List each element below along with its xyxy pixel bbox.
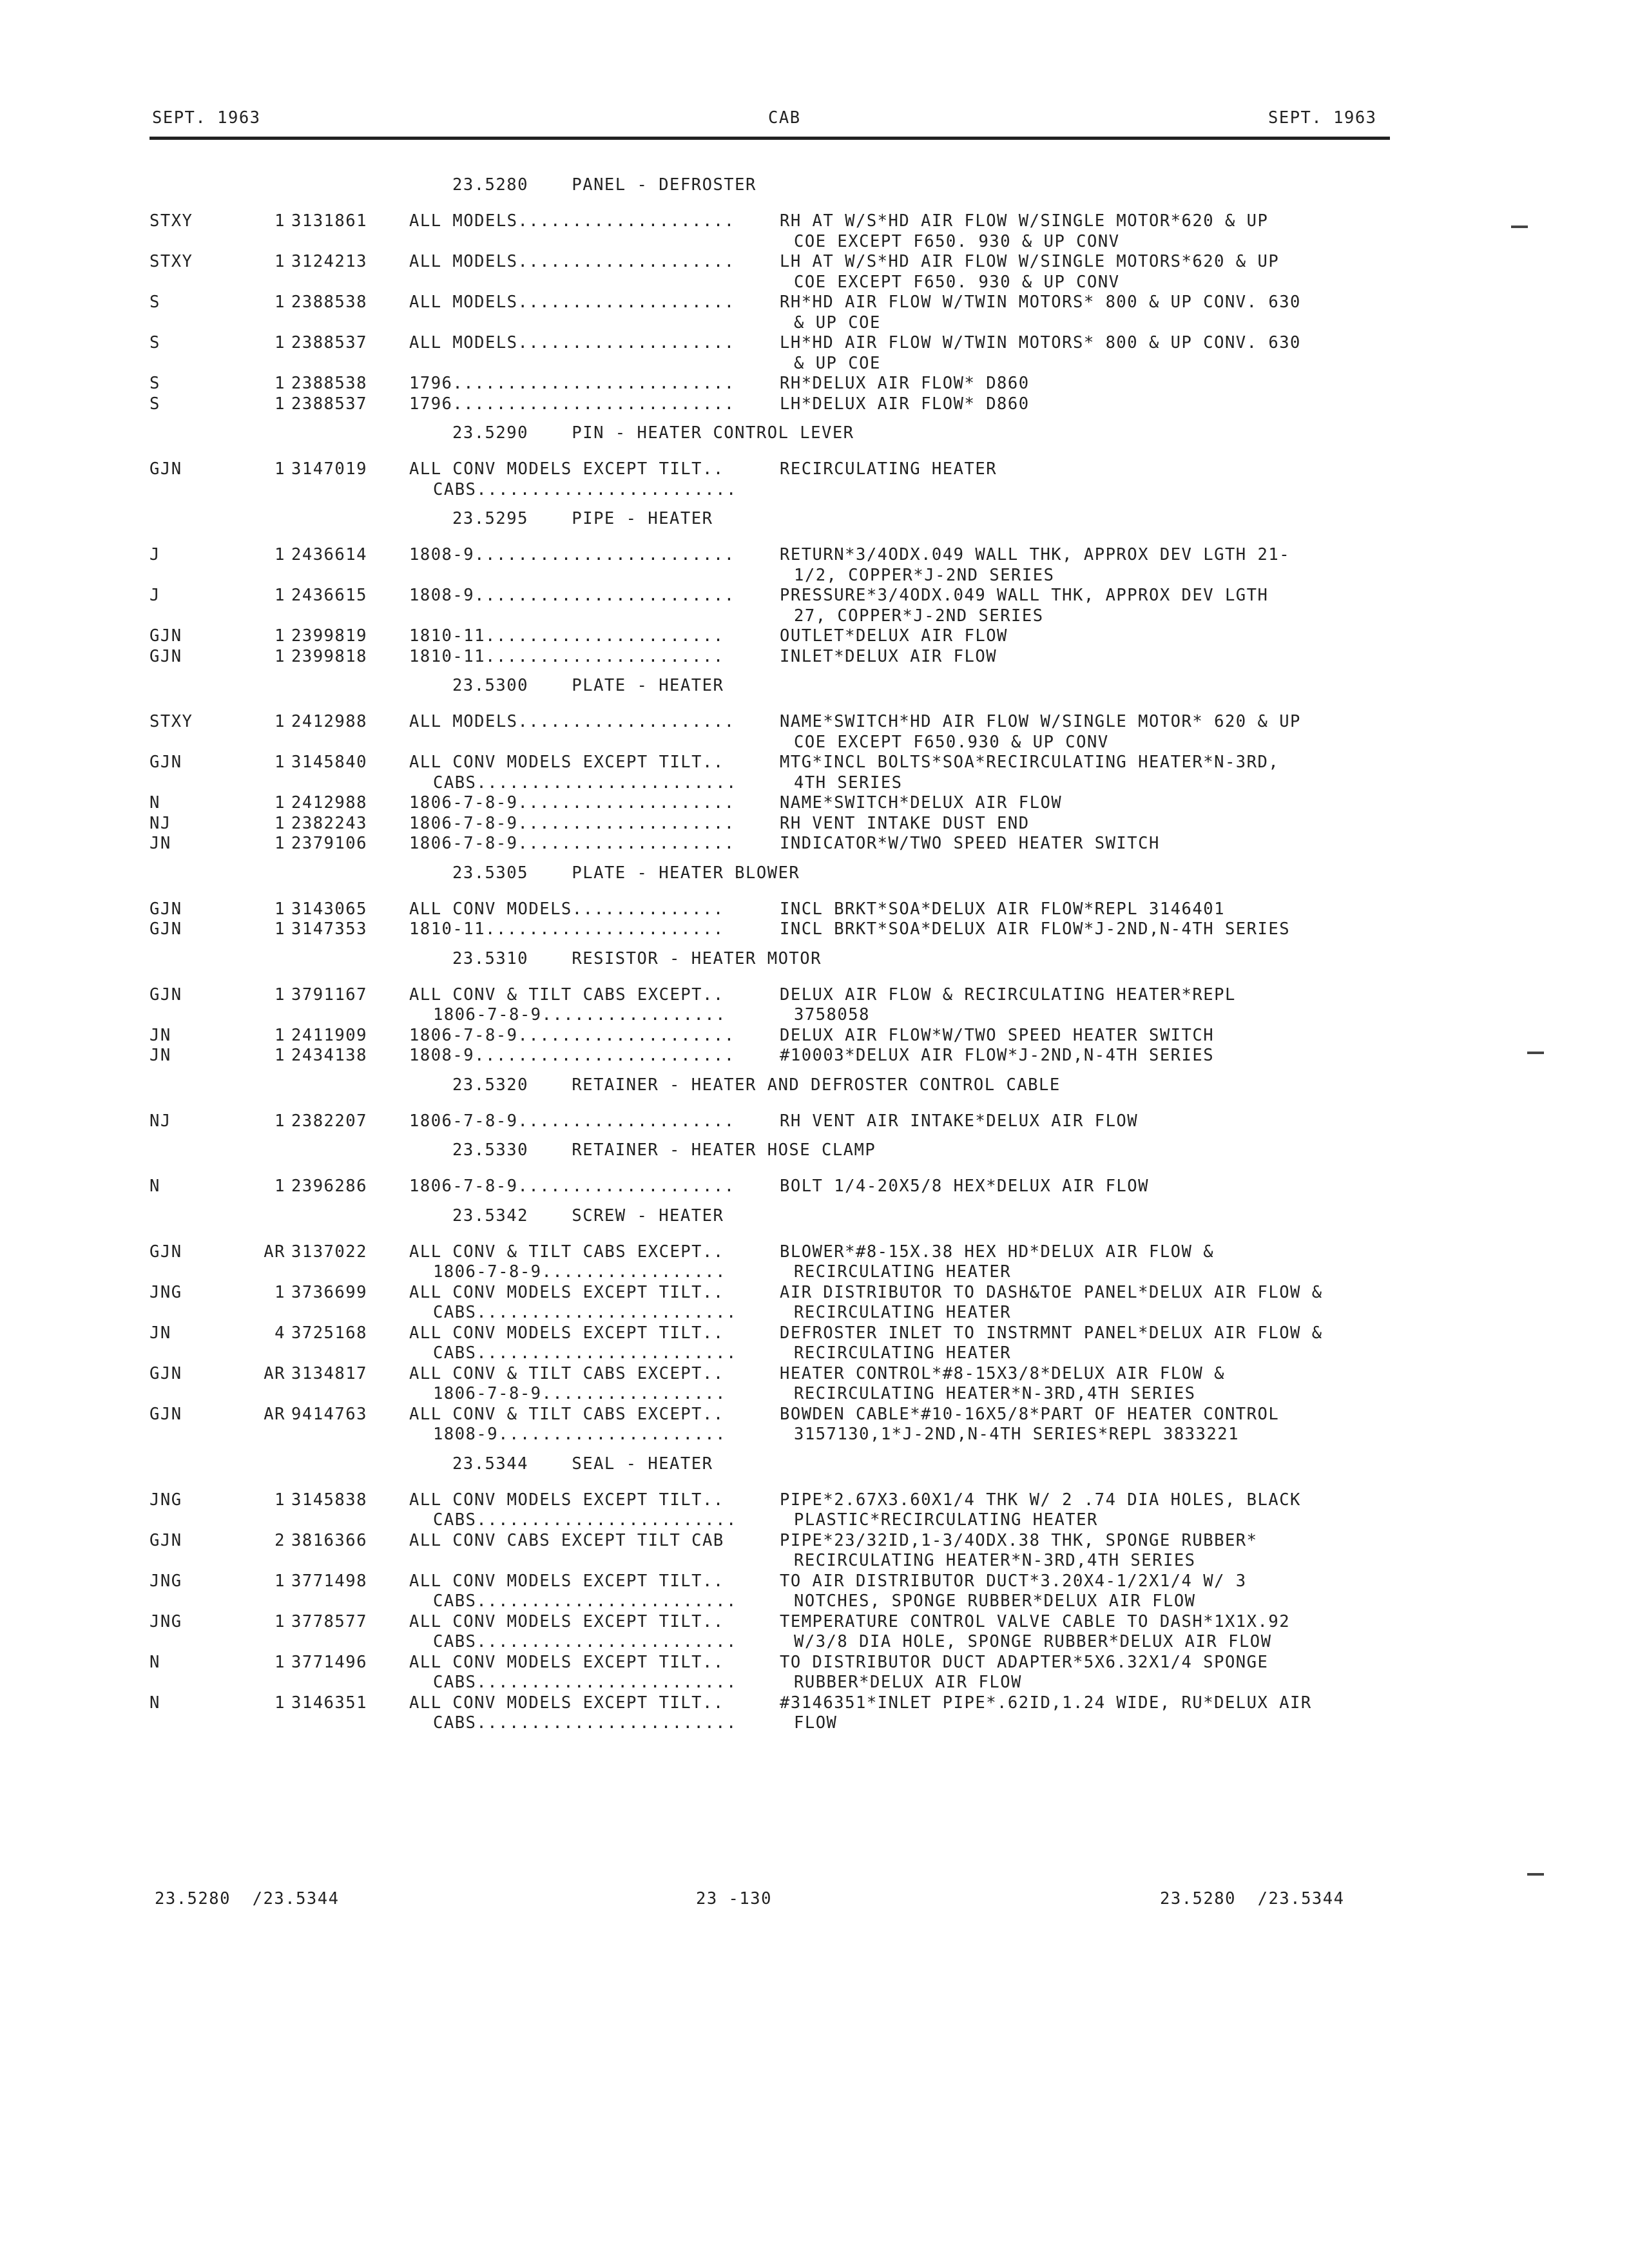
model-code: STXY — [149, 211, 193, 231]
application: ALL CONV MODELS EXCEPT TILT.. — [409, 1571, 724, 1591]
application: 1808-9..................... — [433, 1425, 727, 1444]
description: RH VENT INTAKE DUST END — [780, 813, 1030, 833]
application: ALL CONV & TILT CABS EXCEPT.. — [409, 1242, 724, 1262]
part-row — [149, 394, 1406, 415]
quantity: 1 — [275, 211, 285, 231]
section-heading — [149, 1070, 1406, 1111]
description: INDICATOR*W/TWO SPEED HEATER SWITCH — [780, 834, 1160, 853]
description: #10003*DELUX AIR FLOW*J-2ND,N-4TH SERIES — [780, 1046, 1215, 1065]
part-number: 2388538 — [291, 293, 367, 312]
application: ALL MODELS.................... — [409, 293, 735, 312]
description: W/3/8 DIA HOLE, SPONGE RUBBER*DELUX AIR FLOW — [794, 1632, 1272, 1651]
part-row — [149, 1612, 1406, 1633]
description: PIPE*2.67X3.60X1/4 THK W/ 2 .74 DIA HOLES, BLACK — [780, 1490, 1301, 1510]
quantity: 1 — [275, 252, 285, 271]
description: HEATER CONTROL*#8-15X3/8*DELUX AIR FLOW & — [780, 1363, 1225, 1383]
quantity: 1 — [275, 1177, 285, 1196]
quantity: 1 — [275, 1046, 285, 1065]
part-number: 3725168 — [291, 1323, 367, 1343]
description: & UP COE — [794, 312, 881, 332]
part-number: 2382243 — [291, 813, 367, 833]
description: TO DISTRIBUTOR DUCT ADAPTER*5X6.32X1/4 SPONGE — [780, 1652, 1269, 1672]
model-code: NJ — [149, 1111, 171, 1131]
application: CABS........................ — [433, 773, 737, 793]
part-row-continuation — [149, 1425, 1406, 1445]
quantity: 1 — [275, 1652, 285, 1672]
section-title: 23.5305 PLATE - HEATER BLOWER — [452, 863, 800, 883]
description: INCL BRKT*SOA*DELUX AIR FLOW*J-2ND,N-4TH SERIES — [780, 919, 1291, 939]
description: DELUX AIR FLOW & RECIRCULATING HEATER*REPL — [780, 985, 1236, 1004]
application: ALL CONV MODELS EXCEPT TILT.. — [409, 1652, 724, 1672]
model-code: JNG — [149, 1282, 182, 1302]
quantity: 1 — [275, 394, 285, 414]
part-row — [149, 626, 1406, 647]
part-row — [149, 919, 1406, 940]
application: ALL MODELS.................... — [409, 252, 735, 271]
application: 1806-7-8-9.................... — [409, 1111, 735, 1131]
part-row-continuation — [149, 1343, 1406, 1364]
part-number: 3134817 — [291, 1363, 367, 1383]
quantity: 1 — [275, 985, 285, 1004]
description: INCL BRKT*SOA*DELUX AIR FLOW*REPL 3146401 — [780, 899, 1225, 919]
part-number: 3137022 — [291, 1242, 367, 1262]
part-number: 3146351 — [291, 1693, 367, 1713]
part-number: 3147019 — [291, 459, 367, 479]
part-row — [149, 753, 1406, 773]
quantity: 1 — [275, 545, 285, 564]
application: ALL CONV MODELS.............. — [409, 899, 724, 919]
description: DEFROSTER INLET TO INSTRMNT PANEL*DELUX AIR FLOW & — [780, 1323, 1323, 1343]
application: 1810-11...................... — [409, 626, 724, 646]
model-code: J — [149, 545, 160, 564]
description: AIR DISTRIBUTOR TO DASH&TOE PANEL*DELUX AIR FLOW & — [780, 1282, 1323, 1302]
part-row — [149, 647, 1406, 668]
part-number: 9414763 — [291, 1404, 367, 1424]
model-code: JNG — [149, 1611, 182, 1631]
model-code: GJN — [149, 753, 182, 772]
description: DELUX AIR FLOW*W/TWO SPEED HEATER SWITCH — [780, 1025, 1215, 1045]
section-heading — [149, 1135, 1406, 1177]
part-row-continuation — [149, 1005, 1406, 1026]
part-number: 2436614 — [291, 545, 367, 564]
part-row — [149, 1693, 1406, 1714]
description: 3758058 — [794, 1005, 870, 1024]
part-number: 3771498 — [291, 1571, 367, 1591]
description: OUTLET*DELUX AIR FLOW — [780, 626, 1008, 646]
header-date-left: SEPT. 1963 — [152, 108, 261, 128]
application: ALL CONV MODELS EXCEPT TILT.. — [409, 1611, 724, 1631]
quantity: AR — [264, 1242, 285, 1262]
part-row-continuation — [149, 313, 1406, 334]
model-code: GJN — [149, 1242, 182, 1262]
margin-tick-mark — [1527, 1052, 1544, 1054]
quantity: 1 — [275, 899, 285, 919]
quantity: AR — [264, 1404, 285, 1424]
part-number: 3145838 — [291, 1490, 367, 1510]
model-code: GJN — [149, 626, 182, 646]
part-number: 3124213 — [291, 252, 367, 271]
application: CABS........................ — [433, 1673, 737, 1692]
part-row — [149, 1026, 1406, 1046]
application: ALL MODELS.................... — [409, 712, 735, 731]
part-number: 2388537 — [291, 333, 367, 352]
part-number: 2382207 — [291, 1111, 367, 1131]
header-date-right: SEPT. 1963 — [1268, 108, 1377, 128]
parts-listing — [149, 166, 1406, 1734]
description: TEMPERATURE CONTROL VALVE CABLE TO DASH*1X1X.92 — [780, 1611, 1291, 1631]
quantity: 1 — [275, 1571, 285, 1591]
quantity: 1 — [275, 374, 285, 393]
application: ALL MODELS.................... — [409, 333, 735, 352]
part-row — [149, 834, 1406, 854]
model-code: NJ — [149, 813, 171, 833]
part-row-continuation — [149, 733, 1406, 753]
part-row — [149, 374, 1406, 394]
part-number: 3771496 — [291, 1652, 367, 1672]
quantity: 1 — [275, 712, 285, 731]
description: RUBBER*DELUX AIR FLOW — [794, 1673, 1022, 1692]
application: 1806-7-8-9................. — [433, 1384, 727, 1403]
part-row-continuation — [149, 1262, 1406, 1283]
part-number: 2412988 — [291, 793, 367, 812]
header-rule — [149, 137, 1390, 140]
section-title: 23.5310 RESISTOR - HEATER MOTOR — [452, 948, 822, 968]
description: PLASTIC*RECIRCULATING HEATER — [794, 1510, 1098, 1530]
application: ALL CONV & TILT CABS EXCEPT.. — [409, 1404, 724, 1424]
part-number: 2396286 — [291, 1177, 367, 1196]
model-code: N — [149, 1693, 160, 1713]
description: COE EXCEPT F650. 930 & UP CONV — [794, 272, 1120, 292]
application: ALL CONV & TILT CABS EXCEPT.. — [409, 1363, 724, 1383]
part-row — [149, 1111, 1406, 1132]
part-number: 3131861 — [291, 211, 367, 231]
description: PRESSURE*3/4ODX.049 WALL THK, APPROX DEV LGTH — [780, 586, 1269, 605]
quantity: 2 — [275, 1530, 285, 1550]
description: RECIRCULATING HEATER*N-3RD,4TH SERIES — [794, 1551, 1196, 1570]
part-row — [149, 1242, 1406, 1263]
description: NAME*SWITCH*HD AIR FLOW W/SINGLE MOTOR* 620 & UP — [780, 712, 1301, 731]
application: 1808-9........................ — [409, 586, 735, 605]
description: RECIRCULATING HEATER — [794, 1343, 1012, 1363]
application: 1810-11...................... — [409, 646, 724, 666]
model-code: GJN — [149, 1363, 182, 1383]
model-code: GJN — [149, 899, 182, 919]
part-row-continuation — [149, 1591, 1406, 1612]
description: NAME*SWITCH*DELUX AIR FLOW — [780, 793, 1063, 812]
application: ALL MODELS.................... — [409, 211, 735, 231]
model-code: S — [149, 374, 160, 393]
section-title: 23.5320 RETAINER - HEATER AND DEFROSTER CONTROL CABLE — [452, 1075, 1061, 1095]
application: 1806-7-8-9................. — [433, 1005, 727, 1024]
model-code: STXY — [149, 252, 193, 271]
part-row-continuation — [149, 1303, 1406, 1323]
description: INLET*DELUX AIR FLOW — [780, 646, 998, 666]
part-row-continuation — [149, 273, 1406, 293]
model-code: GJN — [149, 985, 182, 1004]
part-row — [149, 293, 1406, 313]
application: 1806-7-8-9................. — [433, 1262, 727, 1282]
model-code: GJN — [149, 919, 182, 939]
quantity: 1 — [275, 626, 285, 646]
quantity: 1 — [275, 793, 285, 812]
description: RECIRCULATING HEATER — [780, 459, 998, 479]
application: 1806-7-8-9.................... — [409, 834, 735, 853]
section-heading — [149, 504, 1406, 545]
model-code: JN — [149, 1025, 171, 1045]
part-number: 3147353 — [291, 919, 367, 939]
description: RH*HD AIR FLOW W/TWIN MOTORS* 800 & UP CONV. 630 — [780, 293, 1301, 312]
part-row — [149, 899, 1406, 920]
application: CABS........................ — [433, 1591, 737, 1611]
description: RECIRCULATING HEATER — [794, 1262, 1012, 1282]
description: LH AT W/S*HD AIR FLOW W/SINGLE MOTORS*620 & UP — [780, 252, 1280, 271]
section-heading — [149, 170, 1406, 211]
quantity: 1 — [275, 1490, 285, 1510]
part-number: 2399819 — [291, 626, 367, 646]
part-number: 2436615 — [291, 586, 367, 605]
model-code: GJN — [149, 459, 182, 479]
section-title: 23.5300 PLATE - HEATER — [452, 676, 724, 695]
part-number: 2399818 — [291, 646, 367, 666]
part-row — [149, 1283, 1406, 1303]
part-number: 3778577 — [291, 1611, 367, 1631]
model-code: STXY — [149, 712, 193, 731]
part-row-continuation — [149, 1632, 1406, 1653]
application: 1810-11...................... — [409, 919, 724, 939]
description: 27, COPPER*J-2ND SERIES — [794, 606, 1044, 626]
model-code: JN — [149, 1323, 171, 1343]
part-number: 2388537 — [291, 394, 367, 414]
application: CABS........................ — [433, 1713, 737, 1733]
part-row — [149, 1531, 1406, 1552]
section-heading — [149, 858, 1406, 899]
description: COE EXCEPT F650.930 & UP CONV — [794, 732, 1109, 752]
description: COE EXCEPT F650. 930 & UP CONV — [794, 231, 1120, 251]
part-row — [149, 545, 1406, 566]
quantity: 1 — [275, 1693, 285, 1713]
quantity: 1 — [275, 919, 285, 939]
application: CABS........................ — [433, 1510, 737, 1530]
model-code: N — [149, 1177, 160, 1196]
header-title: CAB — [768, 108, 801, 128]
description: 1/2, COPPER*J-2ND SERIES — [794, 565, 1055, 585]
application: CABS........................ — [433, 1632, 737, 1651]
section-heading — [149, 418, 1406, 459]
model-code: S — [149, 394, 160, 414]
application: 1808-9........................ — [409, 1046, 735, 1065]
quantity: 4 — [275, 1323, 285, 1343]
footer-page-number: 23 -130 — [696, 1889, 772, 1908]
description: RECIRCULATING HEATER*N-3RD,4TH SERIES — [794, 1384, 1196, 1403]
description: BLOWER*#8-15X.38 HEX HD*DELUX AIR FLOW & — [780, 1242, 1215, 1262]
description: RECIRCULATING HEATER — [794, 1303, 1012, 1322]
quantity: 1 — [275, 813, 285, 833]
application: ALL CONV MODELS EXCEPT TILT.. — [409, 1490, 724, 1510]
part-row — [149, 712, 1406, 733]
model-code: GJN — [149, 1530, 182, 1550]
part-row-continuation — [149, 1673, 1406, 1693]
part-row-continuation — [149, 773, 1406, 794]
part-row-continuation — [149, 1510, 1406, 1531]
quantity: 1 — [275, 293, 285, 312]
quantity: 1 — [275, 646, 285, 666]
description: LH*DELUX AIR FLOW* D860 — [780, 394, 1030, 414]
quantity: 1 — [275, 586, 285, 605]
model-code: JNG — [149, 1571, 182, 1591]
quantity: 1 — [275, 1282, 285, 1302]
application: 1806-7-8-9.................... — [409, 1025, 735, 1045]
part-row-continuation — [149, 354, 1406, 374]
part-row — [149, 252, 1406, 273]
model-code: S — [149, 293, 160, 312]
part-number: 3143065 — [291, 899, 367, 919]
part-number: 2411909 — [291, 1025, 367, 1045]
part-number: 3816366 — [291, 1530, 367, 1550]
part-row — [149, 1323, 1406, 1344]
model-code: GJN — [149, 646, 182, 666]
application: ALL CONV MODELS EXCEPT TILT.. — [409, 459, 724, 479]
part-row-continuation — [149, 606, 1406, 627]
part-row — [149, 793, 1406, 814]
description: LH*HD AIR FLOW W/TWIN MOTORS* 800 & UP CONV. 630 — [780, 333, 1301, 352]
model-code: JNG — [149, 1490, 182, 1510]
quantity: 1 — [275, 1025, 285, 1045]
description: RH AT W/S*HD AIR FLOW W/SINGLE MOTOR*620 & UP — [780, 211, 1269, 231]
part-row-continuation — [149, 232, 1406, 253]
application: ALL CONV MODELS EXCEPT TILT.. — [409, 1282, 724, 1302]
part-row — [149, 211, 1406, 232]
section-title: 23.5330 RETAINER - HEATER HOSE CLAMP — [452, 1140, 876, 1160]
part-row — [149, 333, 1406, 354]
quantity: 1 — [275, 333, 285, 352]
application: ALL CONV MODELS EXCEPT TILT.. — [409, 753, 724, 772]
application: CABS........................ — [433, 1303, 737, 1322]
application: 1806-7-8-9.................... — [409, 1177, 735, 1196]
part-row — [149, 814, 1406, 834]
margin-tick-mark — [1511, 226, 1528, 228]
description: TO AIR DISTRIBUTOR DUCT*3.20X4-1/2X1/4 W/ 3 — [780, 1571, 1247, 1591]
model-code: N — [149, 793, 160, 812]
application: 1806-7-8-9.................... — [409, 813, 735, 833]
description: PIPE*23/32ID,1-3/4ODX.38 THK, SPONGE RUBBER* — [780, 1530, 1258, 1550]
part-number: 2379106 — [291, 834, 367, 853]
part-row — [149, 985, 1406, 1006]
section-title: 23.5295 PIPE - HEATER — [452, 509, 713, 528]
application: CABS........................ — [433, 1343, 737, 1363]
quantity: 1 — [275, 459, 285, 479]
description: FLOW — [794, 1713, 838, 1733]
part-number: 2412988 — [291, 712, 367, 731]
part-row-continuation — [149, 480, 1406, 501]
model-code: J — [149, 586, 160, 605]
application: 1808-9........................ — [409, 545, 735, 564]
part-row — [149, 1571, 1406, 1592]
description: MTG*INCL BOLTS*SOA*RECIRCULATING HEATER*N-3RD, — [780, 753, 1280, 772]
application: ALL CONV & TILT CABS EXCEPT.. — [409, 985, 724, 1004]
part-row — [149, 1653, 1406, 1673]
quantity: 1 — [275, 1111, 285, 1131]
part-number: 2434138 — [291, 1046, 367, 1065]
part-number: 3736699 — [291, 1282, 367, 1302]
application: ALL CONV MODELS EXCEPT TILT.. — [409, 1323, 724, 1343]
part-row — [149, 1405, 1406, 1425]
section-title: 23.5342 SCREW - HEATER — [452, 1206, 724, 1225]
description: RETURN*3/4ODX.049 WALL THK, APPROX DEV LGTH 21- — [780, 545, 1291, 564]
application: 1806-7-8-9.................... — [409, 793, 735, 812]
quantity: 1 — [275, 834, 285, 853]
part-number: 3145840 — [291, 753, 367, 772]
application: CABS........................ — [433, 479, 737, 499]
quantity: 1 — [275, 1611, 285, 1631]
part-row-continuation — [149, 1713, 1406, 1734]
model-code: JN — [149, 834, 171, 853]
part-row-continuation — [149, 566, 1406, 586]
quantity: 1 — [275, 753, 285, 772]
part-row — [149, 1046, 1406, 1066]
part-number: 3791167 — [291, 985, 367, 1004]
part-row — [149, 459, 1406, 480]
description: RH*DELUX AIR FLOW* D860 — [780, 374, 1030, 393]
description: #3146351*INLET PIPE*.62ID,1.24 WIDE, RU*DELUX AIR — [780, 1693, 1312, 1713]
part-number: 2388538 — [291, 374, 367, 393]
part-row — [149, 1177, 1406, 1197]
application: 1796.......................... — [409, 374, 735, 393]
application: ALL CONV CABS EXCEPT TILT CAB — [409, 1530, 724, 1550]
description: 4TH SERIES — [794, 773, 903, 793]
part-row-continuation — [149, 1551, 1406, 1571]
margin-tick-mark — [1527, 1873, 1544, 1876]
section-heading — [149, 1201, 1406, 1242]
model-code: JN — [149, 1046, 171, 1065]
footer-range-right: 23.5280 /23.5344 — [1160, 1889, 1345, 1908]
model-code: N — [149, 1652, 160, 1672]
part-row-continuation — [149, 1384, 1406, 1405]
quantity: AR — [264, 1363, 285, 1383]
application: ALL CONV MODELS EXCEPT TILT.. — [409, 1693, 724, 1713]
footer-range-left: 23.5280 /23.5344 — [155, 1889, 340, 1908]
model-code: GJN — [149, 1404, 182, 1424]
section-heading — [149, 671, 1406, 712]
description: BOLT 1/4-20X5/8 HEX*DELUX AIR FLOW — [780, 1177, 1149, 1196]
application: 1796.......................... — [409, 394, 735, 414]
section-title: 23.5290 PIN - HEATER CONTROL LEVER — [452, 423, 854, 443]
description: 3157130,1*J-2ND,N-4TH SERIES*REPL 3833221 — [794, 1425, 1239, 1444]
part-row — [149, 586, 1406, 606]
description: RH VENT AIR INTAKE*DELUX AIR FLOW — [780, 1111, 1139, 1131]
part-row — [149, 1364, 1406, 1385]
description: BOWDEN CABLE*#10-16X5/8*PART OF HEATER CONTROL — [780, 1404, 1280, 1424]
section-heading — [149, 944, 1406, 985]
model-code: S — [149, 333, 160, 352]
section-title: 23.5344 SEAL - HEATER — [452, 1454, 713, 1474]
section-title: 23.5280 PANEL - DEFROSTER — [452, 175, 757, 195]
section-heading — [149, 1449, 1406, 1490]
part-row — [149, 1490, 1406, 1511]
description: & UP COE — [794, 353, 881, 373]
description: NOTCHES, SPONGE RUBBER*DELUX AIR FLOW — [794, 1591, 1196, 1611]
